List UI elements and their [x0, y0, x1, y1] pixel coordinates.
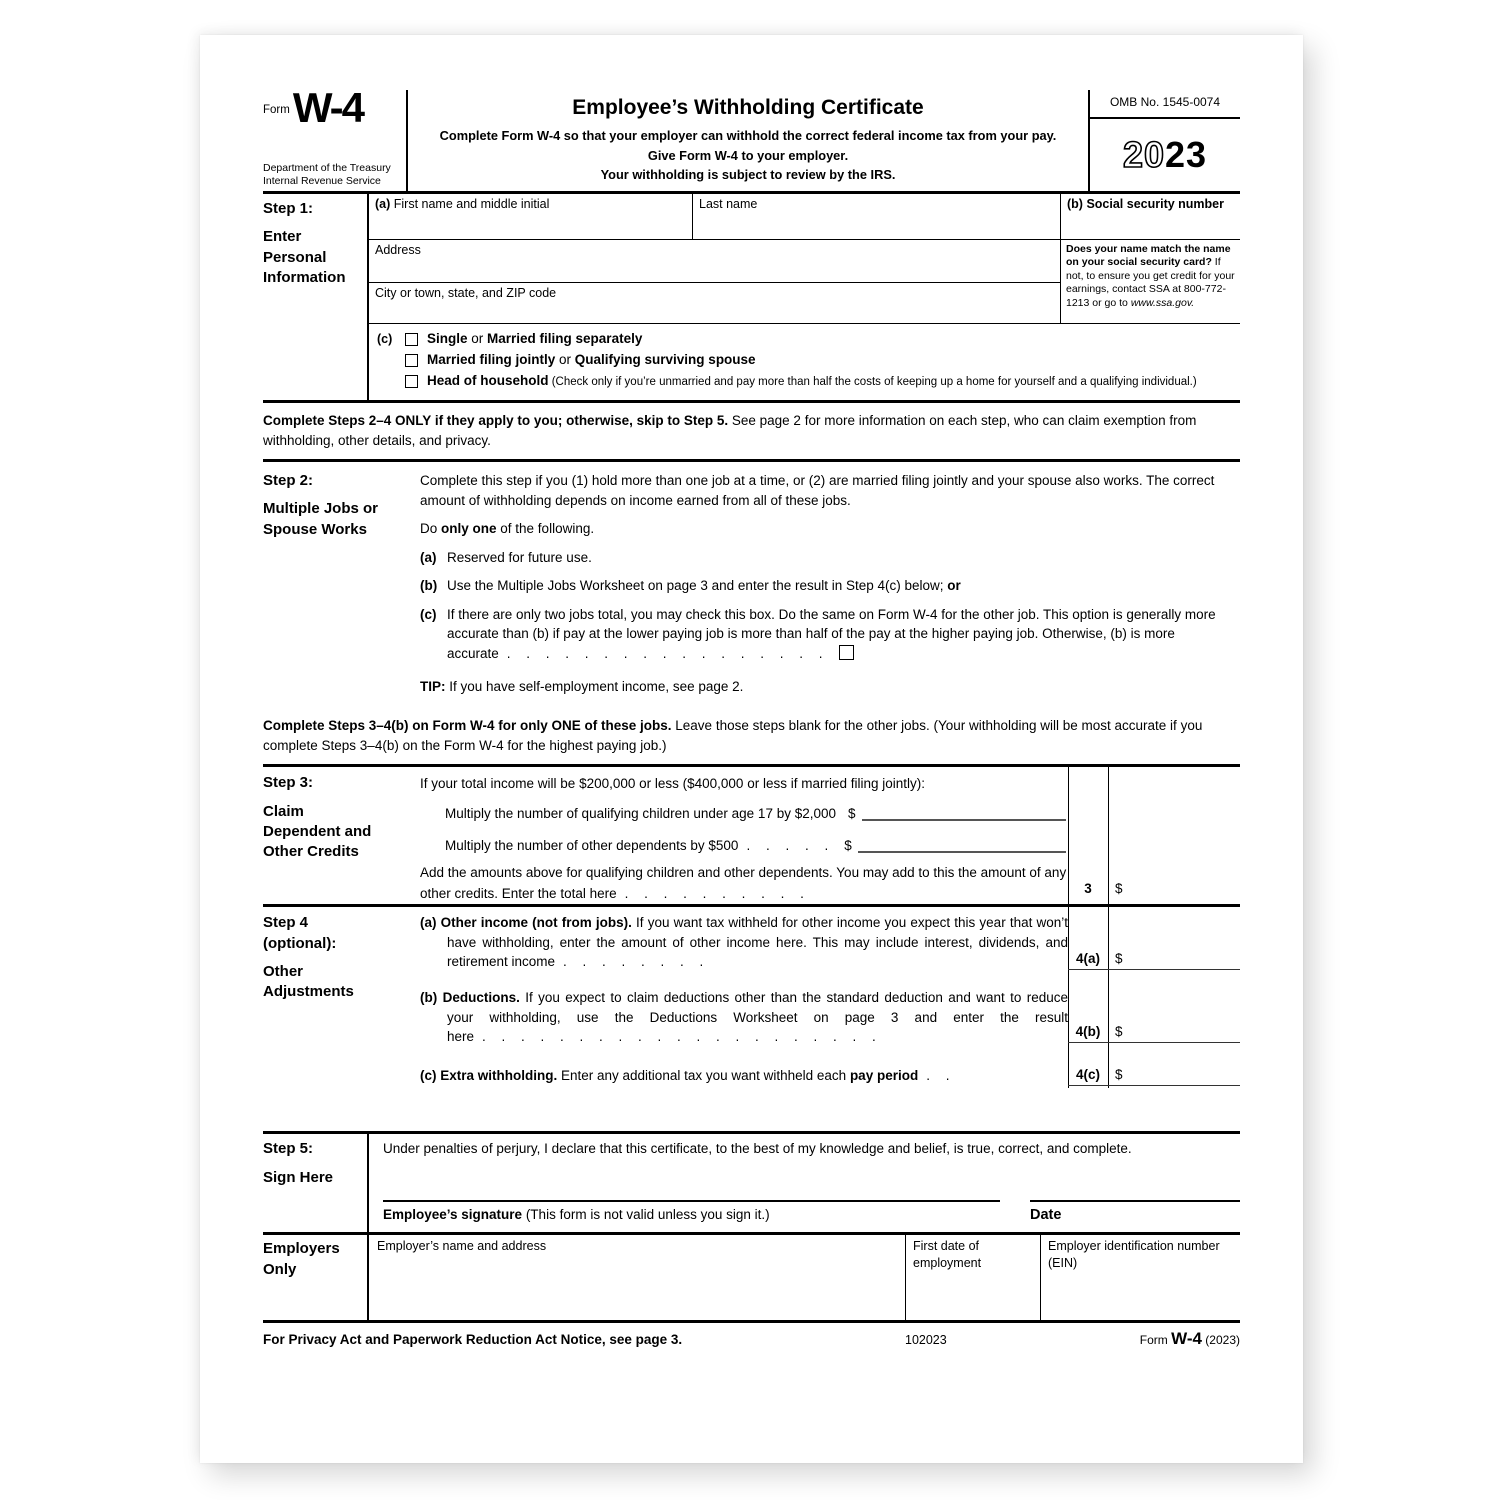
ssn-input[interactable]: (b) Social security number — [1060, 194, 1240, 239]
steps-3-4b-note: Complete Steps 3–4(b) on Form W-4 for only ONE of these jobs. Leave those steps blank for the other jobs. (Your withholding will be most accurate if you complete Steps 3–4(b) on the Form W-4 for the highest paying job.) — [263, 718, 1203, 753]
subtitle-line-2: Give Form W-4 to your employer. — [647, 147, 849, 163]
employers-only-label: Employers Only — [263, 1240, 340, 1278]
other-dependents-leader: . . . . . — [746, 838, 835, 854]
step2-item-b-marker: (b) — [420, 578, 438, 594]
department-lines — [263, 162, 406, 188]
filing-status-options — [405, 330, 1197, 394]
step2-item-c — [420, 605, 1240, 664]
filing-option-married-jointly — [405, 351, 1197, 369]
perjury-statement: Under penalties of perjury, I declare that this certificate, to the best of my knowledge and belief, is true, correct, and complete. — [383, 1141, 1132, 1157]
two-jobs-checkbox[interactable] — [839, 645, 854, 660]
line-3-number: 3 — [1084, 881, 1092, 897]
line-4b-underline — [1068, 1042, 1240, 1043]
total-credits-leader: . . . . . . . . . . — [624, 885, 810, 901]
dept-line-2: Internal Revenue Service — [263, 174, 381, 187]
qualifying-children-amount-field[interactable] — [862, 819, 1066, 821]
line-4a-leader: . . . . . . . . — [563, 954, 710, 970]
form-content — [263, 84, 1240, 1356]
single-checkbox[interactable] — [405, 333, 418, 346]
privacy-act-notice: For Privacy Act and Paperwork Reduction Act Notice, see page 3. — [263, 1332, 683, 1348]
ssa-name-match-note: Does your name match the name on your social security card? If not, to ensure you get credit for your earnings, contact SSA at 800-772-1213 or go to www.ssa.gov. — [1060, 240, 1240, 323]
form-word: Form — [263, 104, 290, 117]
step2-label: Step 2: — [263, 472, 314, 490]
step1-name-row — [369, 194, 1240, 240]
step2-item-c-body: If there are only two jobs total, you may check this box. Do the same on Form W-4 for the other job. This option is generally more accurate than (b) if pay at the lower paying job is more than half of the pay at the higher paying job. Otherwise, (b) is more accurate — [447, 606, 1216, 662]
qualifying-children-text: Multiply the number of qualifying children under age 17 by $2,000 — [445, 806, 836, 822]
footer-form-year: (2023) — [1201, 1333, 1240, 1348]
line-4c-number: 4(c) — [1075, 1067, 1100, 1083]
first-date-employment-field[interactable]: First date of employment — [905, 1235, 1040, 1320]
qualifying-children-dollar: $ — [848, 806, 856, 822]
form-footer — [263, 1330, 1240, 1356]
total-credits-text: Add the amounts above for qualifying children and other dependents. You may add to this the amount of any other credits. Enter the total here — [420, 865, 1067, 901]
step4-label: Step 4 (optional): — [263, 914, 337, 952]
other-dependents-amount-field[interactable] — [858, 851, 1066, 853]
w4-form-page — [200, 35, 1303, 1463]
form-header — [263, 84, 1240, 194]
step4-sublabel: Other Adjustments — [263, 962, 354, 1001]
employer-name-address-field[interactable]: Employer’s name and address — [367, 1235, 905, 1320]
line-4b-number: 4(b) — [1075, 1024, 1101, 1040]
filing-option-head-of-household-label: Head of household (Check only if you’re unmarried and pay more than half the costs of keeping up a home for yourself and a qualifying individual.) — [427, 373, 1197, 389]
line-4b-text: (b) Deductions. If you expect to claim deductions other than the standard deduction and want to reduce your withholding, use the Deductions Worksheet on page 3 and enter the result here — [420, 990, 1068, 1045]
step2-sublabel: Multiple Jobs or Spouse Works — [263, 500, 379, 538]
step2-section — [263, 459, 1240, 708]
step2-label-col — [263, 471, 420, 696]
line-4a-text: (a) Other income (not from jobs). If you want tax withheld for other income you expect this year that won’t have withholding, enter the amount of other income here. This may include interest, dividends, and retirement income — [420, 915, 1068, 970]
step3-label: Step 3: — [263, 774, 314, 792]
step5-body — [367, 1134, 1240, 1232]
address-input[interactable]: Address — [369, 240, 1060, 283]
step3-label-col — [263, 773, 378, 862]
step2-item-a-text: Reserved for future use. — [447, 549, 592, 565]
line-4a-number: 4(a) — [1075, 951, 1100, 967]
footer-form-number: W-4 — [1171, 1329, 1202, 1349]
signature-labels — [383, 1205, 1240, 1226]
employee-signature-label: Employee’s signature (This form is not valid unless you sign it.) — [383, 1206, 770, 1222]
step1-fields — [367, 194, 1240, 400]
page-title: Employee’s Withholding Certificate — [572, 96, 924, 119]
step1-label-col — [263, 194, 367, 400]
form-number: W-4 — [292, 84, 363, 131]
line-4a-underline — [1068, 969, 1240, 970]
other-dependents-text: Multiply the number of other dependents by $500 — [445, 838, 739, 854]
step2-do-only-one: Do only one of the following. — [420, 521, 595, 537]
line-4c-row — [420, 1066, 1068, 1086]
tax-year — [1090, 119, 1240, 191]
omb-year-block — [1090, 90, 1240, 191]
step5-section — [263, 1131, 1240, 1235]
married-jointly-checkbox[interactable] — [405, 354, 418, 367]
step1-label: Step 1: — [263, 200, 314, 217]
line-4a-row — [420, 913, 1068, 972]
first-name-input[interactable]: (a) First name and middle initial — [375, 197, 550, 211]
line-4c-text: (c) Extra withholding. Enter any additional tax you want withheld each pay period — [420, 1068, 919, 1084]
line-4b-row — [420, 988, 1068, 1047]
omb-number: OMB No. 1545-0074 — [1090, 90, 1240, 119]
step4-label-col — [263, 913, 378, 1002]
subtitle-line-1: Complete Form W-4 so that your employer can withhold the correct federal income tax from your pay. — [439, 128, 1057, 144]
form-number-line — [263, 84, 406, 131]
employers-only-section — [263, 1235, 1240, 1323]
filing-option-single — [405, 330, 1197, 348]
employee-signature-line[interactable] — [383, 1186, 1000, 1202]
dept-line-1: Department of the Treasury — [263, 161, 391, 174]
signature-row — [383, 1186, 1240, 1202]
line-4c-dollar: $ — [1115, 1067, 1123, 1083]
step1-section — [263, 194, 1240, 403]
filing-option-married-jointly-label: Married filing jointly or Qualifying surviving spouse — [427, 352, 756, 368]
step2-item-a-marker: (a) — [420, 549, 437, 565]
step2-tip: TIP: If you have self-employment income, see page 2. — [420, 678, 744, 694]
step2-body — [420, 471, 1240, 696]
step3-condition-line: If your total income will be $200,000 or less ($400,000 or less if married filing jointly): — [420, 776, 925, 792]
steps-3-4-table — [263, 764, 1240, 1085]
step5-label: Step 5: — [263, 1140, 314, 1158]
filing-option-single-label: Single or Married filing separately — [427, 331, 643, 346]
step1-sublabel: Enter Personal Information — [263, 228, 346, 286]
filing-status-row — [369, 324, 1240, 400]
address-city-col — [369, 240, 1060, 323]
subtitle-line-3: Your withholding is subject to review by the IRS. — [600, 166, 896, 182]
tax-year-bold: 23 — [1165, 134, 1208, 176]
step2-item-a — [420, 548, 1240, 568]
other-dependents-dollar: $ — [844, 838, 852, 854]
total-credits-row — [420, 863, 1068, 904]
step2-item-c-leader: . . . . . . . . . . . . . . . . . — [506, 646, 829, 662]
step2-item-b-text: Use the Multiple Jobs Worksheet on page 3 and enter the result in Step 4(c) below; or — [447, 578, 961, 594]
step1-address-rows — [369, 240, 1240, 324]
amount-col-right-line — [1108, 767, 1109, 1088]
step2-item-c-marker: (c) — [420, 606, 437, 622]
tax-year-outline: 20 — [1122, 134, 1165, 176]
form-title-block — [406, 90, 1090, 191]
last-name-input[interactable]: Last name — [692, 194, 1060, 239]
step3-step4-divider — [263, 904, 1240, 907]
date-label: Date — [1030, 1206, 1062, 1223]
item-c-marker: (c) — [377, 332, 393, 346]
line-3-dollar: $ — [1115, 881, 1123, 897]
qualifying-children-row — [445, 804, 1068, 824]
step5-sublabel: Sign Here — [263, 1168, 334, 1186]
footer-form-word: Form — [1139, 1333, 1172, 1348]
steps-2-4-note: Complete Steps 2–4 ONLY if they apply to you; otherwise, skip to Step 5. See page 2 for more information on each step, who can claim exemption from withholding, other details, and privacy. — [263, 412, 1197, 448]
form-footer-id — [1140, 1327, 1240, 1352]
form-subtitle — [420, 126, 1076, 184]
line-4c-underline — [1068, 1085, 1240, 1086]
step2-item-c-text — [447, 605, 1240, 664]
line-4a-dollar: $ — [1115, 951, 1123, 967]
catalog-number: 102023 — [905, 1333, 947, 1348]
line-4b-leader: . . . . . . . . . . . . . . . . . . . . . — [482, 1029, 882, 1045]
line-4b-dollar: $ — [1115, 1024, 1123, 1040]
step3-sublabel: Claim Dependent and Other Credits — [263, 802, 372, 861]
city-state-zip-input[interactable]: City or town, state, and ZIP code — [375, 286, 557, 300]
step2-item-b — [420, 576, 1240, 596]
step2-intro: Complete this step if you (1) hold more than one job at a time, or (2) are married filing jointly and your spouse also works. The correct amount of withholding depends on income earned from all of these jobs. — [420, 473, 1215, 508]
date-line[interactable] — [1030, 1186, 1240, 1202]
head-of-household-checkbox[interactable] — [405, 375, 418, 388]
filing-option-head-of-household — [405, 372, 1197, 391]
form-id-block — [263, 84, 406, 191]
step5-label-col — [263, 1134, 367, 1232]
line-4c-leader: . . — [926, 1068, 956, 1084]
other-dependents-row — [445, 836, 1068, 856]
ein-field[interactable]: Employer identification number (EIN) — [1040, 1235, 1240, 1320]
